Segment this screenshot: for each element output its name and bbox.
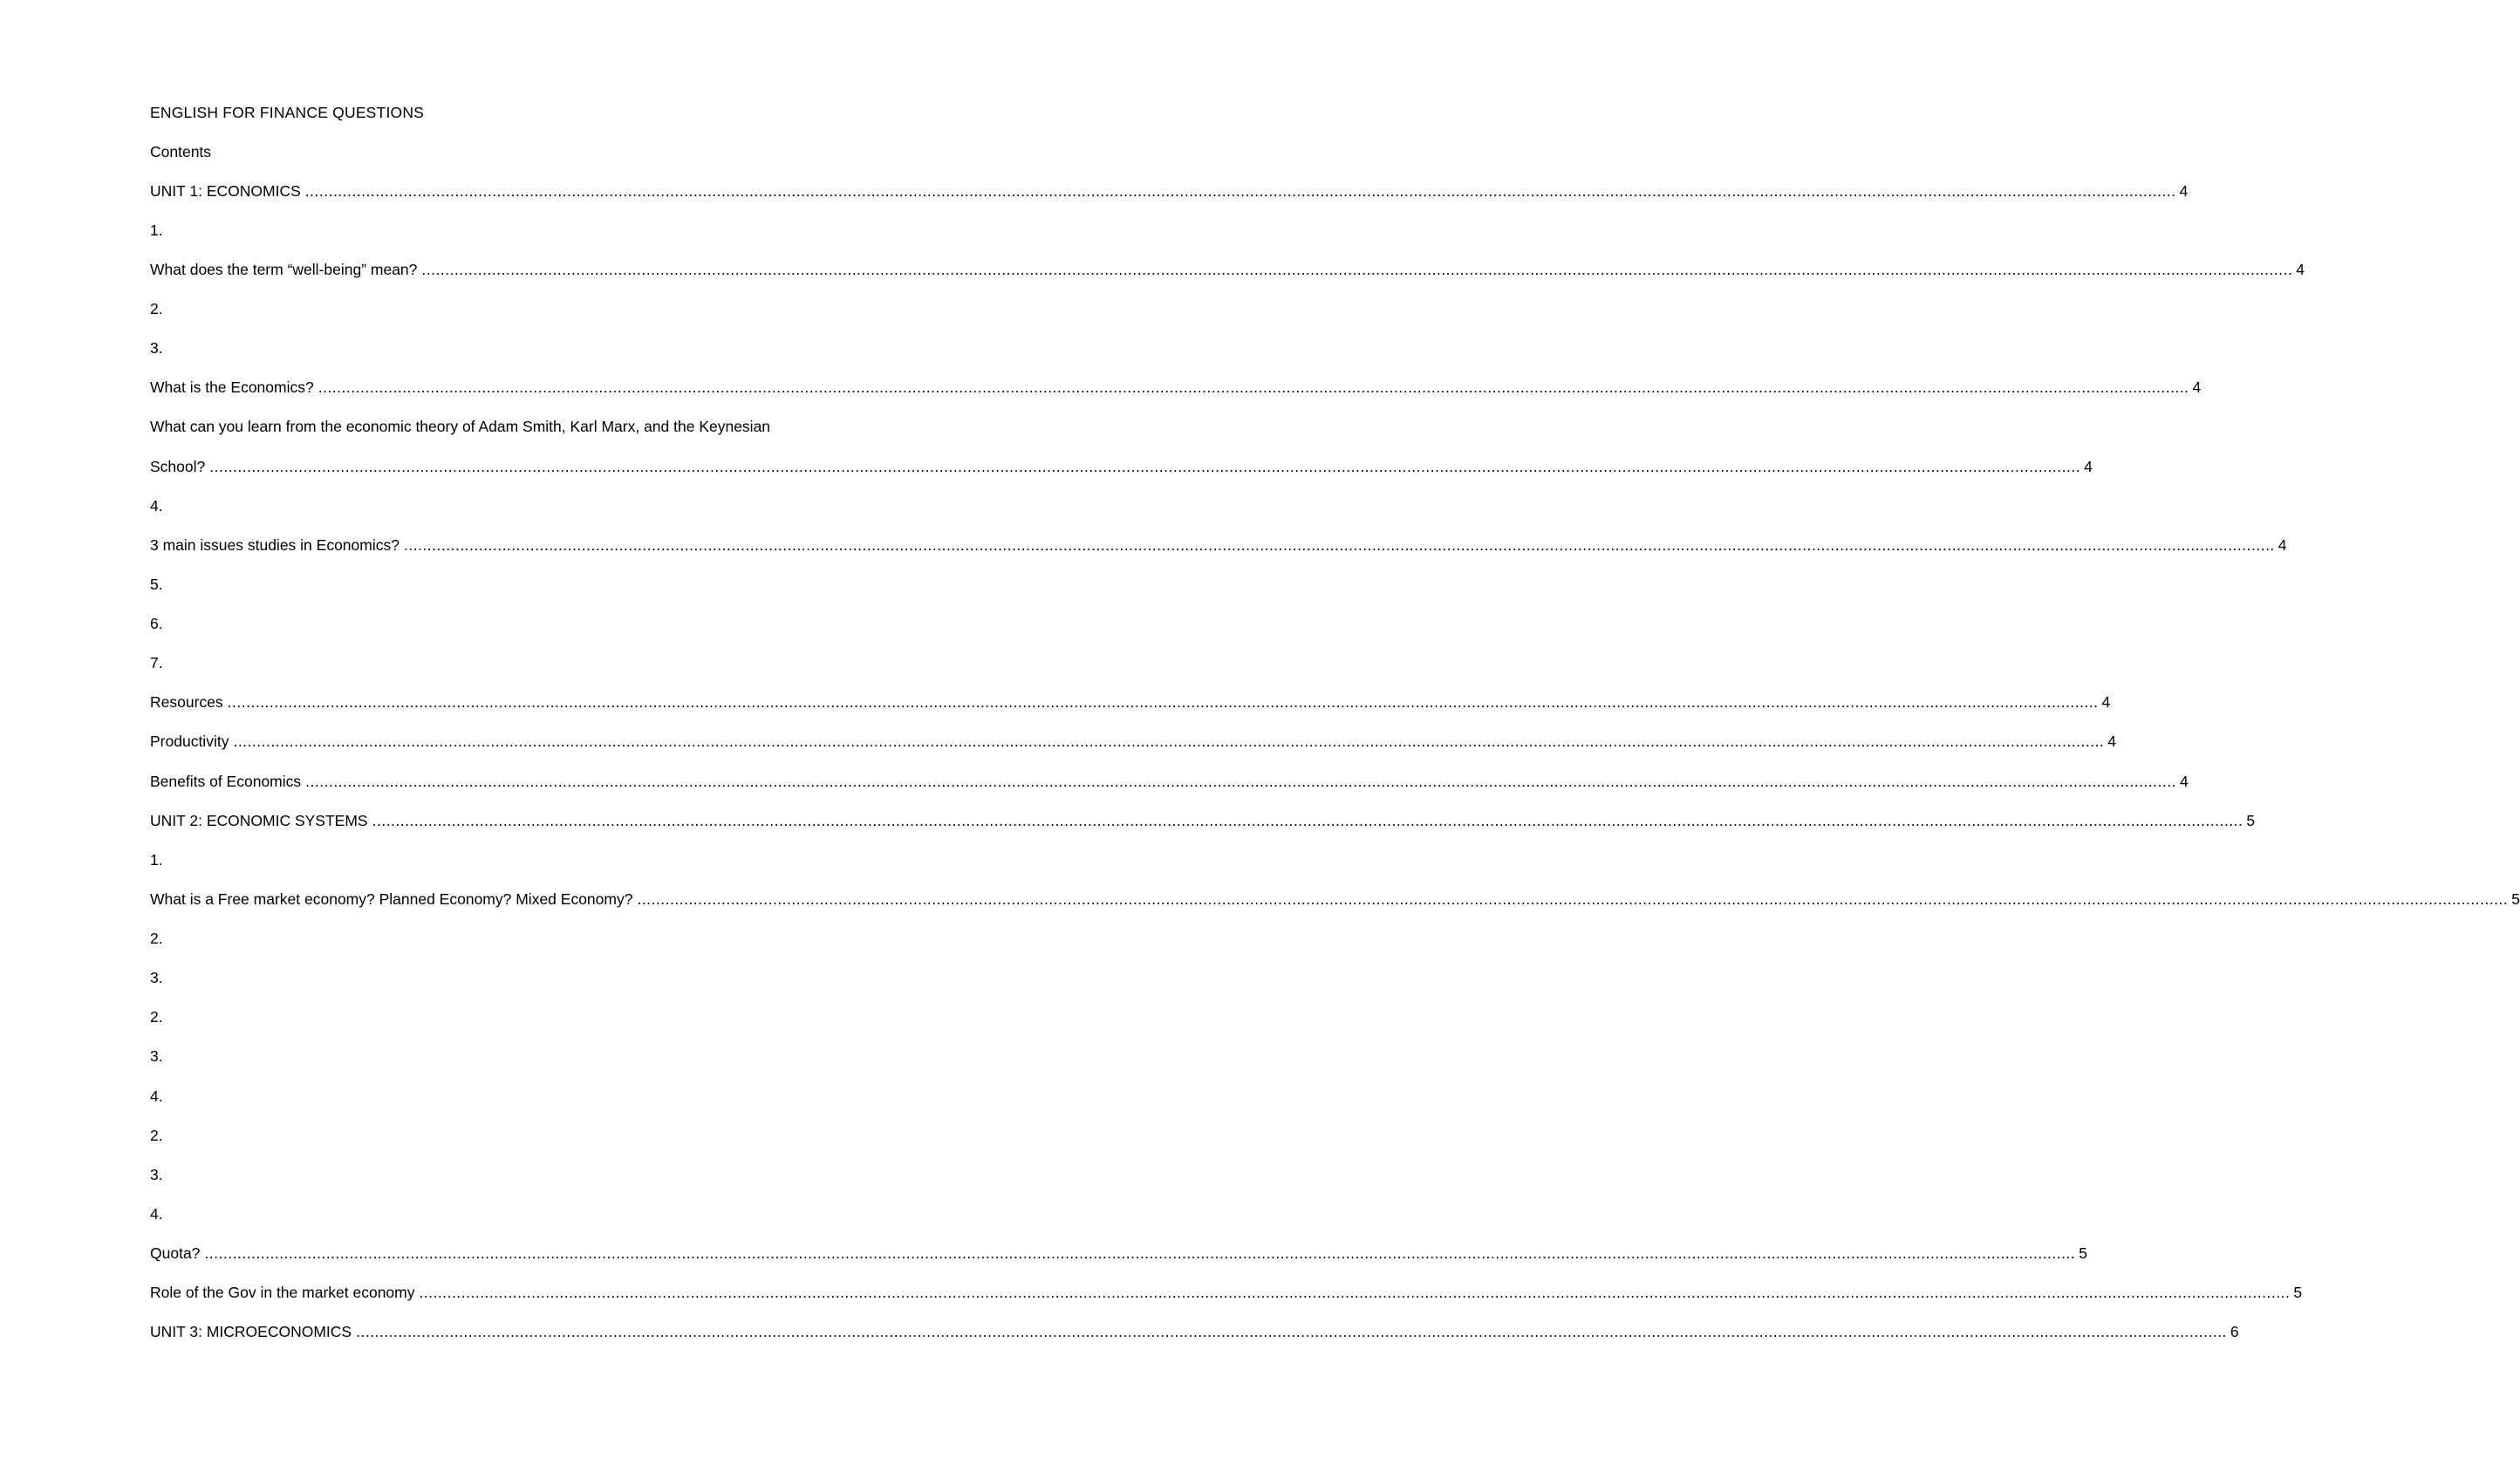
toc-page-number: 4 [2101, 693, 2111, 711]
toc-entry [150, 888, 2520, 910]
toc-entry [150, 258, 2305, 281]
toc-page-number: 4 [2296, 261, 2305, 278]
toc-entry-text: 3 main issues studies in Economics? [150, 536, 400, 554]
toc-entry [150, 809, 2256, 832]
toc-entry [150, 1242, 2087, 1264]
toc-entry-text: 3. [150, 969, 163, 986]
toc-entry [150, 1320, 2239, 1343]
toc-entry [150, 297, 163, 320]
toc-entry-text: 4. [150, 497, 163, 515]
toc-entry-text: UNIT 3: MICROECONOMICS [150, 1323, 352, 1340]
contents-heading-text: Contents [150, 143, 212, 160]
toc-entry-text: 3. [150, 339, 163, 357]
toc-entry-text: Benefits of Economics [150, 773, 302, 790]
toc-entry [150, 651, 163, 674]
dot-leader: ................................................................................................................................................................................................................................................................................................................................................................................................................ [419, 1284, 2291, 1301]
dot-leader: ................................................................................................................................................................................................................................................................................................................................................................................................................ [233, 733, 2105, 750]
toc-entry [150, 455, 2093, 478]
toc-entry [150, 219, 163, 242]
toc-entry-text: Productivity [150, 733, 229, 750]
dot-leader: ................................................................................................................................................................................................................................................................................................................................................................................................................ [304, 182, 2176, 200]
toc-entry [150, 612, 163, 635]
toc-entry-text: 3. [150, 1166, 163, 1183]
dot-leader: ................................................................................................................................................................................................................................................................................................................................................................................................................ [305, 773, 2176, 790]
toc-entry [150, 534, 2287, 556]
toc-page-number: 5 [2246, 812, 2256, 829]
toc-entry [150, 1124, 163, 1147]
toc-entry-text: 2. [150, 300, 163, 317]
dot-leader: ................................................................................................................................................................................................................................................................................................................................................................................................................ [204, 1244, 2076, 1262]
toc-entry-text: 2. [150, 930, 163, 947]
toc-entry [150, 927, 163, 950]
dot-leader: ................................................................................................................................................................................................................................................................................................................................................................................................................ [227, 693, 2099, 711]
toc-page-number: 5 [2079, 1244, 2087, 1262]
toc-entry [150, 849, 163, 871]
toc-entry-text: UNIT 2: ECONOMIC SYSTEMS [150, 812, 368, 829]
toc-entry-text: What can you learn from the economic theory of Adam Smith, Karl Marx, and the Keynesian [150, 418, 771, 435]
toc-entry [150, 730, 2117, 753]
toc-page-number: 6 [2230, 1323, 2239, 1340]
toc-page-number: 4 [2278, 536, 2287, 554]
toc-entry-text: 5. [150, 576, 163, 593]
toc-entry-text: 4. [150, 1087, 163, 1105]
toc-entry [150, 573, 163, 596]
dot-leader: ................................................................................................................................................................................................................................................................................................................................................................................................................ [637, 890, 2509, 908]
toc-entry [150, 1045, 163, 1067]
toc-entry-text: What is the Economics? [150, 378, 314, 396]
toc-page-number: 5 [2511, 890, 2520, 908]
dot-leader: ................................................................................................................................................................................................................................................................................................................................................................................................................ [356, 1323, 2227, 1340]
toc-entry [150, 376, 2202, 399]
toc-entry-text: Role of the Gov in the market economy [150, 1284, 415, 1301]
toc-entry-text: Resources [150, 693, 223, 711]
toc-entry-text: Quota? [150, 1244, 201, 1262]
dot-leader: ................................................................................................................................................................................................................................................................................................................................................................................................................ [403, 536, 2275, 554]
toc-entry [150, 494, 163, 517]
toc-entry-text: 2. [150, 1008, 163, 1026]
toc-entry-text: UNIT 1: ECONOMICS [150, 182, 301, 200]
document-title [150, 101, 424, 124]
dot-leader: ................................................................................................................................................................................................................................................................................................................................................................................................................ [421, 261, 2293, 278]
toc-entry [150, 770, 2189, 793]
toc-entry-text: 7. [150, 654, 163, 671]
toc-entry [150, 415, 770, 438]
toc-entry-text: 1. [150, 851, 163, 869]
toc-page-number: 4 [2179, 182, 2189, 200]
toc-entry [150, 180, 2189, 202]
toc-entry [150, 966, 163, 989]
dot-leader: ................................................................................................................................................................................................................................................................................................................................................................................................................ [209, 458, 2081, 475]
toc-entry-text: What does the term “well-being” mean? [150, 261, 418, 278]
toc-entry [150, 691, 2111, 713]
toc-entry [150, 1281, 2303, 1304]
toc-page-number: 4 [2107, 733, 2117, 750]
contents-heading [150, 140, 211, 163]
toc-entry-text: 1. [150, 222, 163, 239]
toc-entry [150, 1085, 163, 1108]
toc-entry [150, 337, 163, 359]
toc-entry [150, 1163, 163, 1186]
toc-page-number: 4 [2084, 458, 2093, 475]
toc-entry [150, 1005, 163, 1028]
toc-entry-text: 6. [150, 615, 163, 632]
toc-entry-text: What is a Free market economy? Planned Economy? Mixed Economy? [150, 890, 633, 908]
toc-page-number: 4 [2179, 773, 2189, 790]
toc-entry [150, 1203, 163, 1225]
toc-entry-text: 4. [150, 1205, 163, 1223]
document-title-text: ENGLISH FOR FINANCE QUESTIONS [150, 104, 425, 121]
toc-entry-text: School? [150, 458, 206, 475]
dot-leader: ................................................................................................................................................................................................................................................................................................................................................................................................................ [318, 378, 2189, 396]
toc-entry-text: 2. [150, 1127, 163, 1144]
dot-leader: ................................................................................................................................................................................................................................................................................................................................................................................................................ [372, 812, 2243, 829]
toc-page-number: 5 [2293, 1284, 2303, 1301]
toc-page-number: 4 [2192, 378, 2202, 396]
toc-entry-text: 3. [150, 1047, 163, 1065]
